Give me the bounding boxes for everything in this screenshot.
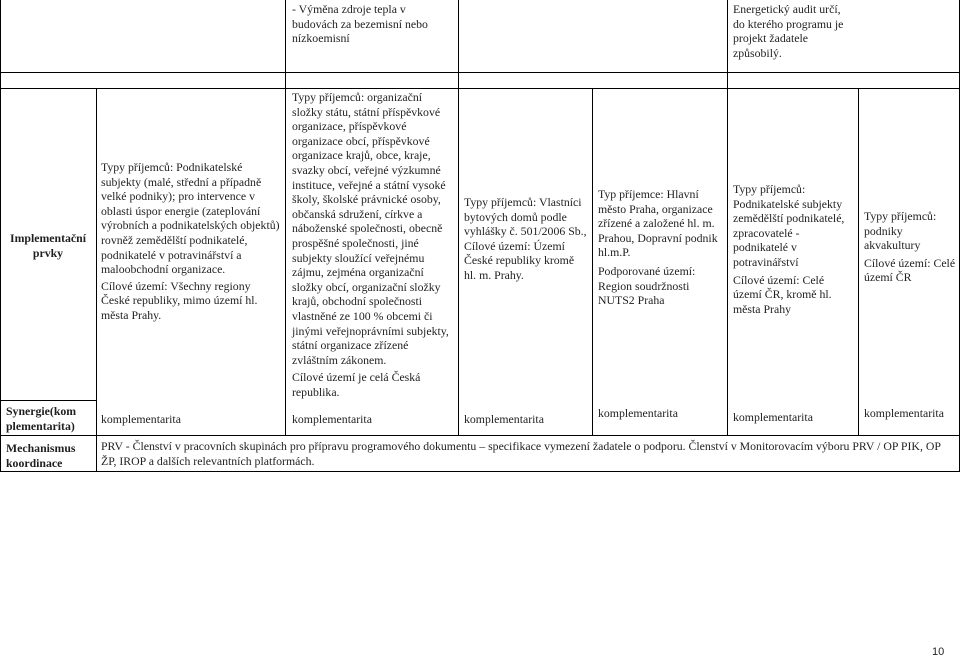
impl-col4-target: Cílové území: Území České republiky kromě hl. m. Prahy.	[464, 238, 575, 282]
impl-col7-recipients: Typy příjemců: podniky akvakultury	[864, 209, 937, 253]
grid-line	[592, 88, 593, 435]
grid-line	[0, 72, 960, 73]
impl-cell-col2	[101, 160, 281, 323]
grid-line	[285, 0, 286, 435]
impl-col7-target: Cílové území: Celé území ČR	[864, 255, 956, 285]
impl-col4-recipients: Typy příjemců: Vlastníci bytových domů podle vyhlášky č. 501/2006 Sb.,	[464, 195, 587, 239]
impl-col6-recipients: Typy příjemců: Podnikatelské subjekty zemědělští podnikatelé, zpracovatelé - podnikatelé v potravinářství	[733, 182, 845, 269]
synergy-cell: komplementarita	[598, 406, 678, 420]
grid-line	[727, 0, 728, 435]
synergy-cell: komplementarita	[464, 412, 544, 426]
grid-line	[858, 88, 859, 435]
grid-line	[0, 435, 960, 436]
impl-cell-col5	[598, 187, 723, 308]
impl-col2-recipients: Typy příjemců: Podnikatelské subjekty (malé, střední a případně velké podniky); pro intervence v oblasti úspor energie (zateplování výrobních a podnikatelských objektů) rovněž zemědělští podnikatelé, podnikatelé v potravinářství a maloobchodní organizace.	[101, 160, 280, 277]
grid-line	[458, 0, 459, 435]
top-cell-col6: Energetický audit určí, do kterého programu je projekt žadatele způsobilý.	[733, 2, 844, 60]
impl-col3-recipients: Typy příjemců: organizační složky státu, státní příspěvkové organizace, příspěvkové organizace obcí, příspěvkové organizace krajů, obce, kraje, svazky obcí, veřejné výzkumné instituce, veřejné a státní vysoké školy, školské právnické osoby, občanská sdružení, církve a náboženské společnosti, obecně prospěšné společnosti, jiné subjekty sloužící veřejnému zájmu, zejména organizační složky obcí, organizační složky krajů, obchodní společnosti vlastněné ze 100 % obcemi či jinými veřejnoprávními subjekty, státní organizace zřízené zvláštním zákonem.	[292, 90, 449, 367]
page-number: 10	[932, 646, 945, 658]
impl-col5-recipients: Typ příjemce: Hlavní město Praha, organizace zřízené a založené hl. m. Prahou, Dopravní podnik hl.m.P.	[598, 187, 718, 260]
synergy-cell: komplementarita	[733, 410, 813, 424]
impl-cell-col7	[864, 209, 956, 285]
impl-cell-col3	[292, 90, 454, 399]
grid-line	[0, 471, 960, 472]
impl-col2-target: Cílové území: Všechny regiony České republiky, mimo území hl. města Prahy.	[101, 278, 258, 322]
grid-line	[96, 88, 97, 472]
row-header-implementace: Implementační prvky	[9, 231, 87, 260]
impl-col3-target: Cílové území je celá Česká republika.	[292, 370, 421, 399]
coordination-text: PRV - Členství v pracovních skupinách pro přípravu programového dokumentu – specifikace vymezení žadatele o podporu. Členství v Monitorovacím výboru PRV / OP PIK, OP ŽP, IROP a dalších relevantních platformách.	[101, 439, 941, 468]
grid-line	[0, 88, 960, 89]
grid-line	[0, 0, 1, 472]
synergy-cell: komplementarita	[292, 412, 372, 426]
row-header-synergie: Synergie(kom plementarita)	[6, 404, 77, 433]
synergy-cell: komplementarita	[101, 412, 181, 426]
impl-cell-col6	[733, 182, 854, 316]
top-cell-col3: - Výměna zdroje tepla v budovách za bezemisní nebo nízkoemisní	[292, 2, 428, 46]
impl-cell-col4	[464, 195, 588, 283]
synergy-cell: komplementarita	[864, 406, 944, 420]
impl-col5-target: Podporované území: Region soudržnosti NUTS2 Praha	[598, 263, 696, 308]
impl-col6-target: Cílové území: Celé území ČR, kromě hl. města Prahy	[733, 272, 832, 316]
grid-line	[0, 400, 97, 401]
row-header-mechanismus: Mechanismus koordinace	[6, 441, 76, 470]
